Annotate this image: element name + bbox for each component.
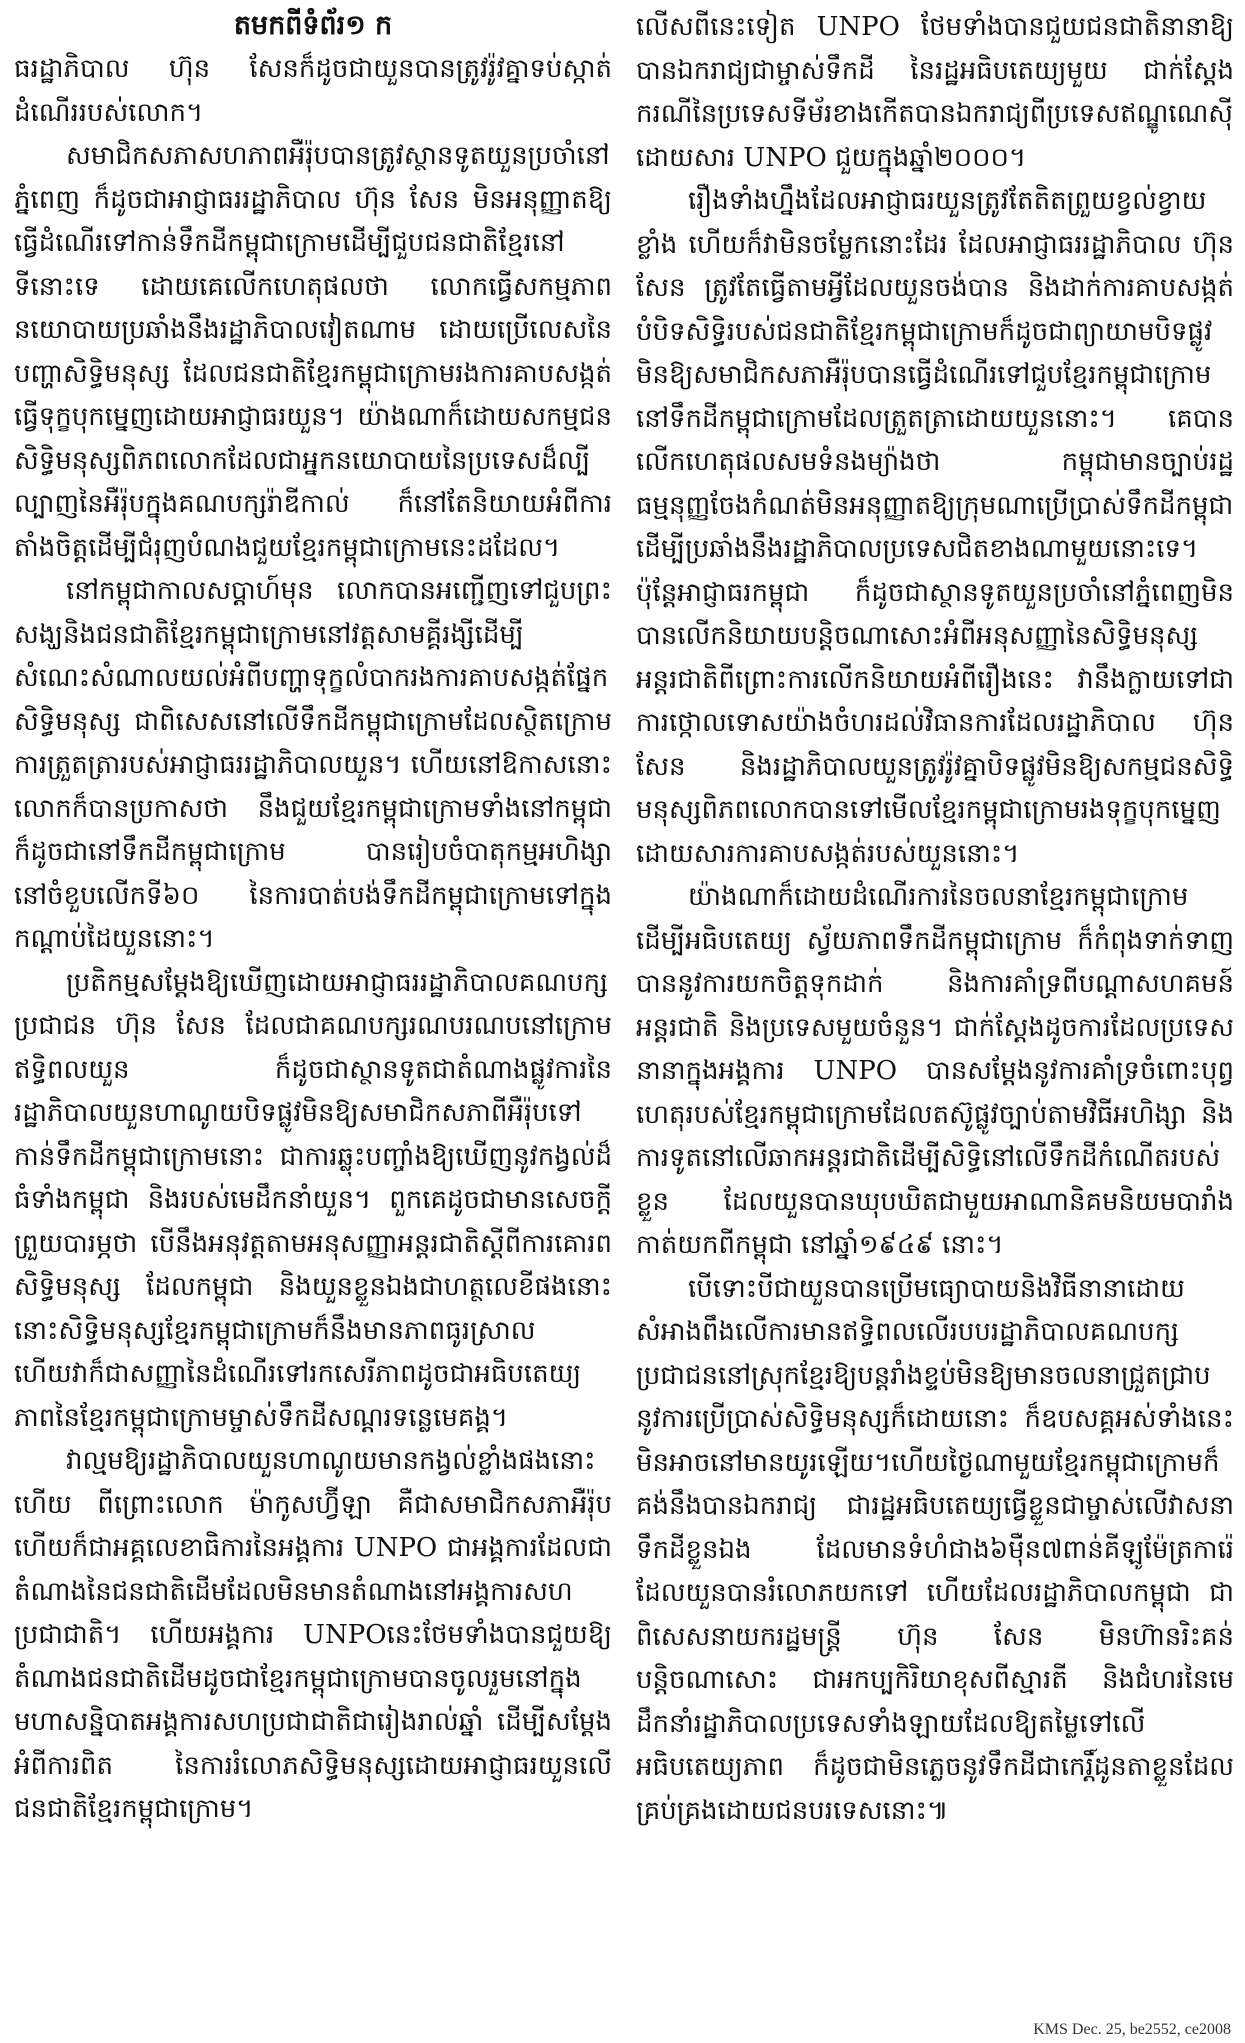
paragraph: យ៉ាងណាក៏ដោយដំណើរការនៃចលនាខ្មែរកម្ពុជាក្រោមដើម្បីអធិបតេយ្យ ស្វ័យភាពទឹកដីកម្ពុជាក្រោម ក៏កំពុងទាក់ទាញបាននូវការយកចិត្តទុកដាក់ និងការគាំទ្រពីបណ្តាសហគមន៍អន្តរជាតិ និងប្រទេសមួយចំនួន។ ជាក់ស្តែងដូចការដែលប្រទេសនានាក្នុងអង្គការ UNPO បានសម្តែងនូវការគាំទ្រចំពោះបុព្វហេតុរបស់ខ្មែរកម្ពុជាក្រោមដែលតស៊ូផ្លូវច្បាប់តាមវិធីអហិង្សា និងការទូតនៅលើឆាកអន្តរជាតិដើម្បីសិទ្ធិនៅលើទឹកដីកំណើតរបស់ខ្លួន ដែលយួនបានឃុបឃិតជាមួយអាណានិគមនិយមបារាំងកាត់យកពីកម្ពុជា នៅឆ្នាំ១៩៤៩ នោះ។	[636, 882, 1234, 1260]
paragraph: សមាជិកសភាសហភាពអឺរ៉ុបបានត្រូវស្ថានទូតយួនប្រចាំនៅភ្នំពេញ ក៏ដូចជាអាជ្ញាធររដ្ឋាភិបាល ហ៊ុន សែន មិនអនុញ្ញាតឱ្យធ្វើដំណើរទៅកាន់ទឹកដីកម្ពុជាក្រោមដើម្បីជួបជនជាតិខ្មែរនៅទីនោះទេ ដោយគេលើកហេតុផលថា លោកធ្វើសកម្មភាពនយោបាយប្រឆាំងនឹងរដ្ឋាភិបាលវៀតណាម ដោយប្រើលេសនៃបញ្ហាសិទ្ធិមនុស្ស ដែលជនជាតិខ្មែរកម្ពុជាក្រោមរងការគាបសង្កត់ធ្វើទុក្ខបុកម្នេញដោយអាជ្ញាធរយួន។ យ៉ាងណាក៏ដោយសកម្មជនសិទ្ធិមនុស្សពិភពលោកដែលជាអ្នកនយោបាយនៃប្រទេសដ៏ល្បីល្បាញនៃអឺរ៉ុបក្នុងគណបក្សរ៉ាឌីកាល់ ក៏នៅតែនិយាយអំពីការតាំងចិត្តដើម្បីជំរុញបំណងជួយខ្មែរកម្ពុជាក្រោមនេះដដែល។	[14, 141, 612, 563]
paragraph: លើសពីនេះទៀត UNPO ថែមទាំងបានជួយជនជាតិនានាឱ្យបានឯករាជ្យជាម្ចាស់ទឹកដី នៃរដ្ឋអធិបតេយ្យមួយ ជាក់ស្តែងករណីនៃប្រទេសទីម័រខាងកើតបានឯករាជ្យពីប្រទេសឥណ្ឌូណេស៊ី ដោយសារ UNPO ជួយក្នុងឆ្នាំ២០០០។	[636, 12, 1234, 173]
paragraph: ប្រតិកម្មសម្តែងឱ្យឃើញដោយអាជ្ញាធររដ្ឋាភិបាលគណបក្សប្រជាជន ហ៊ុន សែន ដែលជាគណបក្សរណបរណបនៅក្រោមឥទ្ធិពលយួន ក៏ដូចជាស្ថានទូតជាតំណាងផ្លូវការនៃរដ្ឋាភិបាលយួនហាណូយបិទផ្លូវមិនឱ្យសមាជិកសភាពីអឺរ៉ុបទៅកាន់ទឹកដីកម្ពុជាក្រោមនោះ ជាការឆ្លុះបញ្ចាំងឱ្យឃើញនូវកង្វល់ដ៏ធំទាំងកម្ពុជា និងរបស់មេដឹកនាំយួន។ ពួកគេដូចជាមានសេចក្តីព្រួយបារម្ភថា បើនឹងអនុវត្តតាមអនុសញ្ញាអន្តរជាតិស្តីពីការគោរពសិទ្ធិមនុស្ស ដែលកម្ពុជា និងយួនខ្លួនឯងជាហត្ថលេខីផងនោះនោះសិទ្ធិមនុស្សខ្មែរកម្ពុជាក្រោមក៏នឹងមានភាពធូរស្រាល ហើយវាក៏ជាសញ្ញានៃដំណើរទៅរកសេរីភាពដូចជាអធិបតេយ្យភាពនៃខ្មែរកម្ពុជាក្រោមម្ចាស់ទឹកដីសណ្តរទន្លេមេគង្គ។	[14, 967, 612, 1433]
paragraph: នៅកម្ពុជាកាលសប្តាហ៍មុន លោកបានអញ្ជើញទៅជួបព្រះសង្ឃនិងជនជាតិខ្មែរកម្ពុជាក្រោមនៅវត្តសាមគ្គីរង្សីដើម្បីសំណេះសំណាលយល់អំពីបញ្ហាទុក្ខលំបាករងការគាបសង្កត់ផ្នែកសិទ្ធិមនុស្ស ជាពិសេសនៅលើទឹកដីកម្ពុជាក្រោមដែលស្ថិតក្រោមការត្រួតត្រារបស់អាជ្ញាធររដ្ឋាភិបាលយួន។ ហើយនៅឱកាសនោះ លោកក៏បានប្រកាសថា នឹងជួយខ្មែរកម្ពុជាក្រោមទាំងនៅកម្ពុជា ក៏ដូចជានៅទឹកដីកម្ពុជាក្រោម បានរៀបចំបាតុកម្មអហិង្សានៅចំខួបលើកទី៦០ នៃការបាត់បង់ទឹកដីកម្ពុជាក្រោមទៅក្នុងកណ្តាប់ដៃយួននោះ។	[14, 576, 612, 954]
left-column	[14, 6, 612, 2016]
paragraph: បើទោះបីជាយួនបានប្រើមធ្យោបាយនិងវិធីនានាដោយសំអាងពឹងលើការមានឥទ្ធិពលលើរបបរដ្ឋាភិបាលគណបក្សប្រជាជននៅស្រុកខ្មែរឱ្យបន្តរាំងខ្ទប់មិនឱ្យមានចលនាជ្រួតជ្រាបនូវការប្រើប្រាស់សិទ្ធិមនុស្សក៏ដោយនោះ ក៏ឧបសគ្គអស់ទាំងនេះមិនអាចនៅមានយូរឡើយ។ហើយថ្ងៃណាមួយខ្មែរកម្ពុជាក្រោមក៏គង់នឹងបានឯករាជ្យ ជារដ្ឋអធិបតេយ្យធ្វើខ្លួនជាម្ចាស់លើវាសនាទឹកដីខ្លួនឯង ដែលមានទំហំជាង៦ម៉ឺន៧ពាន់គីឡូម៉ែត្រការ៉េ ដែលយួនបានរំលោភយកទៅ ហើយដែលរដ្ឋាភិបាលកម្ពុជា ជាពិសេសនាយករដ្ឋមន្ត្រី ហ៊ុន សែន មិនហ៊ានរិះគន់បន្តិចណាសោះ ជាអកប្បកិរិយាខុសពីស្មារតី និងជំហរនៃមេដឹកនាំរដ្ឋាភិបាលប្រទេសទាំងឡាយដែលឱ្យតម្លៃទៅលើអធិបតេយ្យភាព ក៏ដូចជាមិនភ្លេចនូវទឹកដីជាកេរ្តិ៍ដូនតាខ្លួនដែលគ្រប់គ្រងដោយជនបរទេសនោះ៕	[636, 1273, 1234, 1826]
source-footer: KMS Dec. 25, be2552, ce2008	[1033, 2021, 1231, 2038]
article-columns	[14, 6, 1234, 2016]
paragraph: ធរដ្ឋាភិបាល ហ៊ុន សែនក៏ដូចជាយួនបានត្រូវរ៉ូវគ្នាទប់ស្កាត់ដំណើររបស់លោក។	[14, 54, 612, 128]
paragraph: រឿងទាំងហ្នឹងដែលអាជ្ញាធរយួនត្រូវតែតិតព្រួយខ្វល់ខ្វាយខ្លាំង ហើយក៏វាមិនចម្លែកនោះដែរ ដែលអាជ្ញាធររដ្ឋាភិបាល ហ៊ុន សែន ត្រូវតែធ្វើតាមអ្វីដែលយួនចង់បាន និងដាក់ការគាបសង្កត់បំបិទសិទ្ធិរបស់ជនជាតិខ្មែរកម្ពុជាក្រោមក៏ដូចជាព្យាយាមបិទផ្លូវមិនឱ្យសមាជិកសភាអឺរ៉ុបបានធ្វើដំណើរទៅជួបខ្មែរកម្ពុជាក្រោមនៅទឹកដីកម្ពុជាក្រោមដែលត្រួតត្រាដោយយួននោះ។ គេបានលើកហេតុផលសមទំនងម្យ៉ាងថា កម្ពុជាមានច្បាប់រដ្ឋធម្មនុញ្ញចែងកំណត់មិនអនុញ្ញាតឱ្យក្រុមណាប្រើប្រាស់ទឹកដីកម្ពុជាដើម្បីប្រឆាំងនឹងរដ្ឋាភិបាលប្រទេសជិតខាងណាមួយនោះទេ។ ប៉ុន្តែអាជ្ញាធរកម្ពុជា ក៏ដូចជាស្ថានទូតយួនប្រចាំនៅភ្នំពេញមិនបានលើកនិយាយបន្តិចណាសោះអំពីអនុសញ្ញានៃសិទ្ធិមនុស្សអន្តរជាតិពីព្រោះការលើកនិយាយអំពីរឿងនេះ វានឹងក្លាយទៅជាការថ្កោលទោសយ៉ាងចំហរដល់វិធានការដែលរដ្ឋាភិបាល ហ៊ុន សែន និងរដ្ឋាភិបាលយួនត្រូវរ៉ូវគ្នាបិទផ្លូវមិនឱ្យសកម្មជនសិទ្ធិមនុស្សពិភពលោកបានទៅមើលខ្មែរកម្ពុជាក្រោមរងទុក្ខបុកម្នេញដោយសារការគាបសង្កត់របស់យួននោះ។	[636, 186, 1234, 869]
paragraph: វាល្មមឱ្យរដ្ឋាភិបាលយួនហាណូយមានកង្វល់ខ្លាំងផងនោះហើយ ពីព្រោះលោក ម៉ាកូសហ្វ៊ីឡា គឺជាសមាជិកសភាអឺរ៉ុប ហើយក៏ជាអគ្គលេខាធិការនៃអង្គការ UNPO ជាអង្គការដែលជាតំណាងនៃជនជាតិដើមដែលមិនមានតំណាងនៅអង្គការសហប្រជាជាតិ។ ហើយអង្គការ UNPOនេះថែមទាំងបានជួយឱ្យតំណាងជនជាតិដើមដូចជាខ្មែរកម្ពុជាក្រោមបានចូលរួមនៅក្នុងមហាសន្និបាតអង្គការសហប្រជាជាតិជារៀងរាល់ឆ្នាំ ដើម្បីសម្តែងអំពីការពិត នៃការរំលោភសិទ្ធិមនុស្សដោយអាជ្ញាធរយួនលើជនជាតិខ្មែរកម្ពុជាក្រោម។	[14, 1446, 612, 1824]
continuation-header: តមកពីទំព័រ១ ក	[233, 10, 393, 41]
right-column	[636, 6, 1234, 2016]
